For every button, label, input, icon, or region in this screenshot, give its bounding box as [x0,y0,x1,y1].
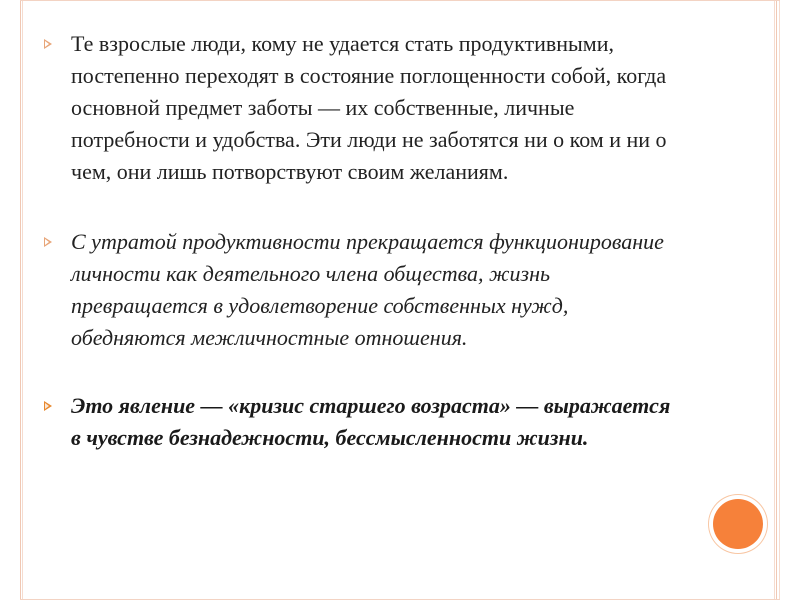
triangle-bullet-icon [44,237,52,247]
bullet-paragraph-1 [71,28,681,188]
triangle-bullet-icon [44,401,52,411]
bullet-text-1: Те взрослые люди, кому не удается стать продуктивными, постепенно переходят в состояние поглощенности собой, когда основной предмет заботы — их собственные, личные потребности и удобства. Эти люди не заботятся ни о ком и ни о чем, они лишь потворствуют своим желаниям. [71,31,667,184]
bullet-text-2: С утратой продуктивности прекращается функционирование личности как деятельного члена общества, жизнь превращается в удовлетворение собственных нужд, обедняются межличностные отношения. [71,229,664,350]
triangle-bullet-icon [44,39,52,49]
bullet-paragraph-2 [71,226,681,354]
bullet-text-3: Это явление — «кризис старшего возраста» — выражается в чувстве безнадежности, бессмысленности жизни. [71,393,671,450]
bullet-paragraph-3 [71,390,681,454]
orange-circle-icon [713,499,763,549]
